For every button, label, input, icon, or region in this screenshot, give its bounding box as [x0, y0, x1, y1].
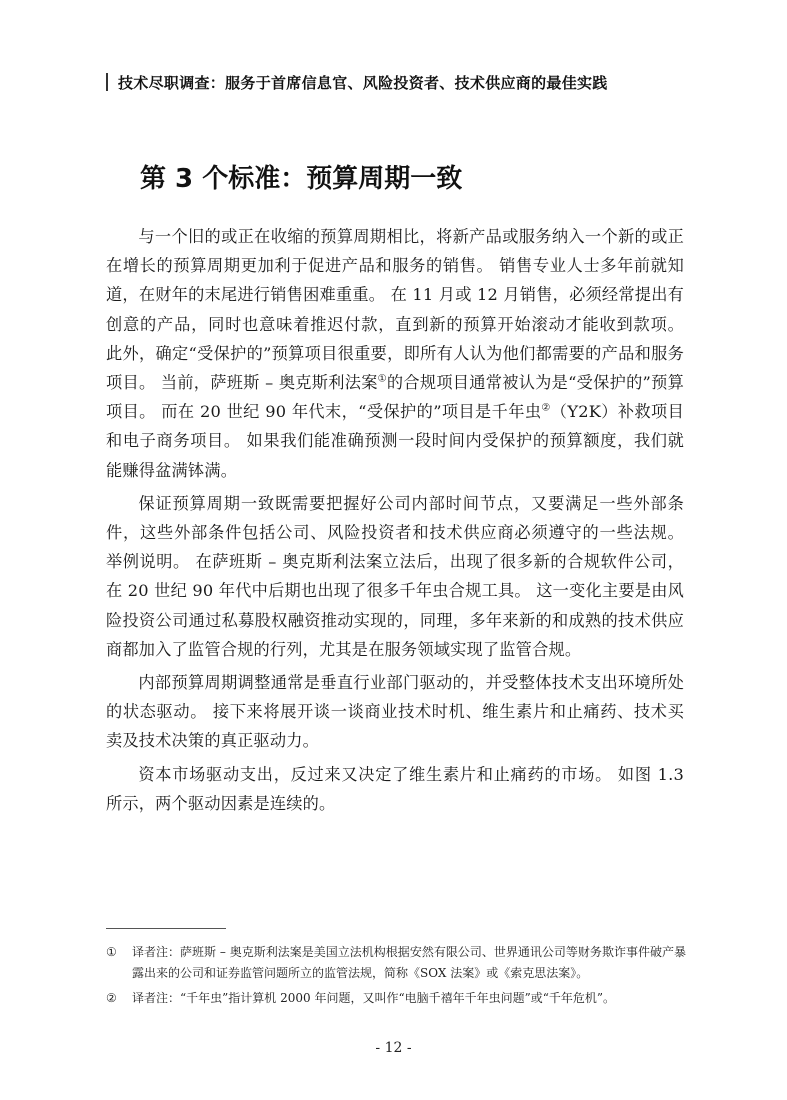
paragraph-1-part-2: 的合规项目通常被认为是“受保护的”预算项目。 而在 20 世纪 90 年代末，“受保护的”项目是千年虫 — [106, 373, 684, 422]
footnote-1 — [106, 942, 686, 984]
footnote-1-text: 译者注：萨班斯 – 奥克斯利法案是美国立法机构根据安然有限公司、世界通讯公司等财务欺诈事件破产暴露出来的公司和证券监管问题所立的监管法规，简称《SOX 法案》或《索克思法案》。 — [132, 945, 686, 980]
running-header — [106, 70, 608, 94]
paragraph-1 — [106, 222, 684, 485]
section-title: 第 3 个标准：预算周期一致 — [140, 164, 463, 194]
running-header-title: 技术尽职调查：服务于首席信息官、风险投资者、技术供应商的最佳实践 — [118, 73, 608, 92]
paragraph-4: 资本市场驱动支出，反过来又决定了维生素片和止痛药的市场。 如图 1.3 所示，两个驱动因素是连续的。 — [106, 764, 684, 813]
paragraph-1-part-1: 与一个旧的或正在收缩的预算周期相比，将新产品或服务纳入一个新的或正在增长的预算周期更加利于促进产品和服务的销售。 销售专业人士多年前就知道，在财年的末尾进行销售困难重重。 在 11 月或 12 月销售，必须经常提出有创意的产品，同时也意味着推迟付款，直到新的预算开始滚动才能收到款项。 此外，确定“受保护的”预算项目很重要，即所有人认为他们都需要的产品和服务项目。 当前，萨班斯 – 奥克斯利法案 — [106, 227, 684, 393]
footnote-1-mark: ① — [106, 945, 117, 959]
footnotes — [106, 942, 686, 1013]
paragraph-1-part-3: （Y2K）补救项目和电子商务项目。 如果我们能准确预测一段时间内受保护的预算额度，我们就能赚得盆满钵满。 — [106, 402, 684, 480]
footnote-2 — [106, 988, 686, 1009]
body-text — [106, 222, 684, 822]
page-number: - 12 - — [375, 1040, 412, 1056]
paragraph-3: 内部预算周期调整通常是垂直行业部门驱动的，并受整体技术支出环境所处的状态驱动。 接下来将展开谈一谈商业技术时机、维生素片和止痛药、技术买卖及技术决策的真正驱动力。 — [106, 673, 684, 751]
footnote-divider — [106, 928, 226, 929]
footnote-2-mark: ② — [106, 991, 117, 1005]
paragraph-2: 保证预算周期一致既需要把握好公司内部时间节点，又要满足一些外部条件，这些外部条件包括公司、风险投资者和技术供应商必须遵守的一些法规。 举例说明。 在萨班斯 – 奥克斯利法案立法后，出现了很多新的合规软件公司，在 20 世纪 90 年代中后期也出现了很多千年虫合规工具。 这一变化主要是由风险投资公司通过私募股权融资推动实现的，同理，多年来新的和成熟的技术供应商都加入了监管合规的行列，尤其是在服务领域实现了监管合规。 — [106, 493, 684, 659]
footnote-2-text: 译者注：“千年虫”指计算机 2000 年问题，又叫作“电脑千禧年千年虫问题”或“千年危机”。 — [132, 991, 615, 1005]
footnote-ref-2[interactable]: ② — [541, 402, 551, 414]
footnote-ref-1[interactable]: ① — [377, 373, 387, 385]
header-divider — [106, 73, 108, 91]
